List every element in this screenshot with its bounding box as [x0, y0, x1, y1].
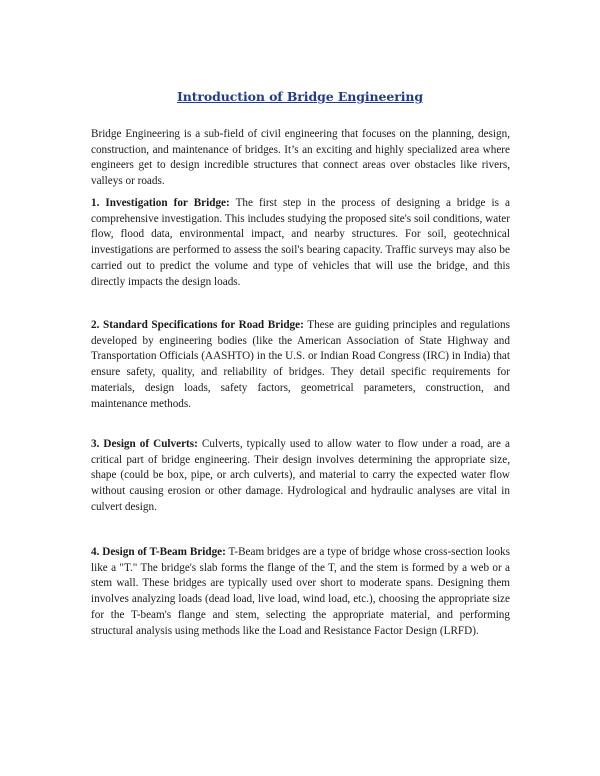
section-heading: 3. Design of Culverts:: [91, 438, 198, 450]
section-body: These are guiding principles and regulations developed by engineering bodies (like the American Association of State Highway and Transportation Officials (AASHTO) in the U.S. or Indian Road Congress (IRC) in India) that ensure safety, quality, and reliability of bridges. They detail specific requirements for materials, design loads, safety factors, geometrical parameters, construction, and maintenance methods.: [91, 319, 510, 410]
page-title: Introduction of Bridge Engineering: [177, 89, 423, 104]
section-body: Culverts, typically used to allow water to flow under a road, are a critical part of bridge engineering. Their design involves determining the appropriate size, shape (could be box, pipe, or arch culverts), and material to carry the expected water flow without causing erosion or other damage. Hydrological and hydraulic analyses are vital in culvert design.: [91, 438, 510, 513]
section-heading: 4. Design of T-Beam Bridge:: [91, 546, 226, 558]
section-paragraph-investigation: [91, 196, 510, 290]
section-heading: 1. Investigation for Bridge:: [91, 197, 230, 209]
section-body: T-Beam bridges are a type of bridge whose cross-section looks like a "T." The bridge's slab forms the flange of the T, and the stem is formed by a web or a stem wall. These bridges are typically used over short to moderate spans. Designing them involves analyzing loads (dead load, live load, wind load, etc.), choosing the appropriate size for the T-beam's flange and stem, selecting the appropriate material, and performing structural analysis using methods like the Load and Resistance Factor Design (LRFD).: [91, 546, 510, 637]
section-paragraph-specifications: [91, 318, 510, 412]
section-body: The first step in the process of designing a bridge is a comprehensive investigation. This includes studying the proposed site's soil conditions, water flow, flood data, environmental impact, and nearby structures. For soil, geotechnical investigations are performed to assess the soil's bearing capacity. Traffic surveys may also be carried out to predict the volume and type of vehicles that will use the bridge, and this directly impacts the design loads.: [91, 197, 510, 288]
section-heading: 2. Standard Specifications for Road Bridge:: [91, 319, 304, 331]
section-paragraph-t-beam: [91, 545, 510, 639]
section-paragraph-culverts: [91, 437, 510, 516]
intro-paragraph: Bridge Engineering is a sub-field of civil engineering that focuses on the planning, design, construction, and maintenance of bridges. It’s an exciting and highly specialized area where engineers get to design incredible structures that connect areas over obstacles like rivers, valleys or roads.: [91, 128, 510, 188]
